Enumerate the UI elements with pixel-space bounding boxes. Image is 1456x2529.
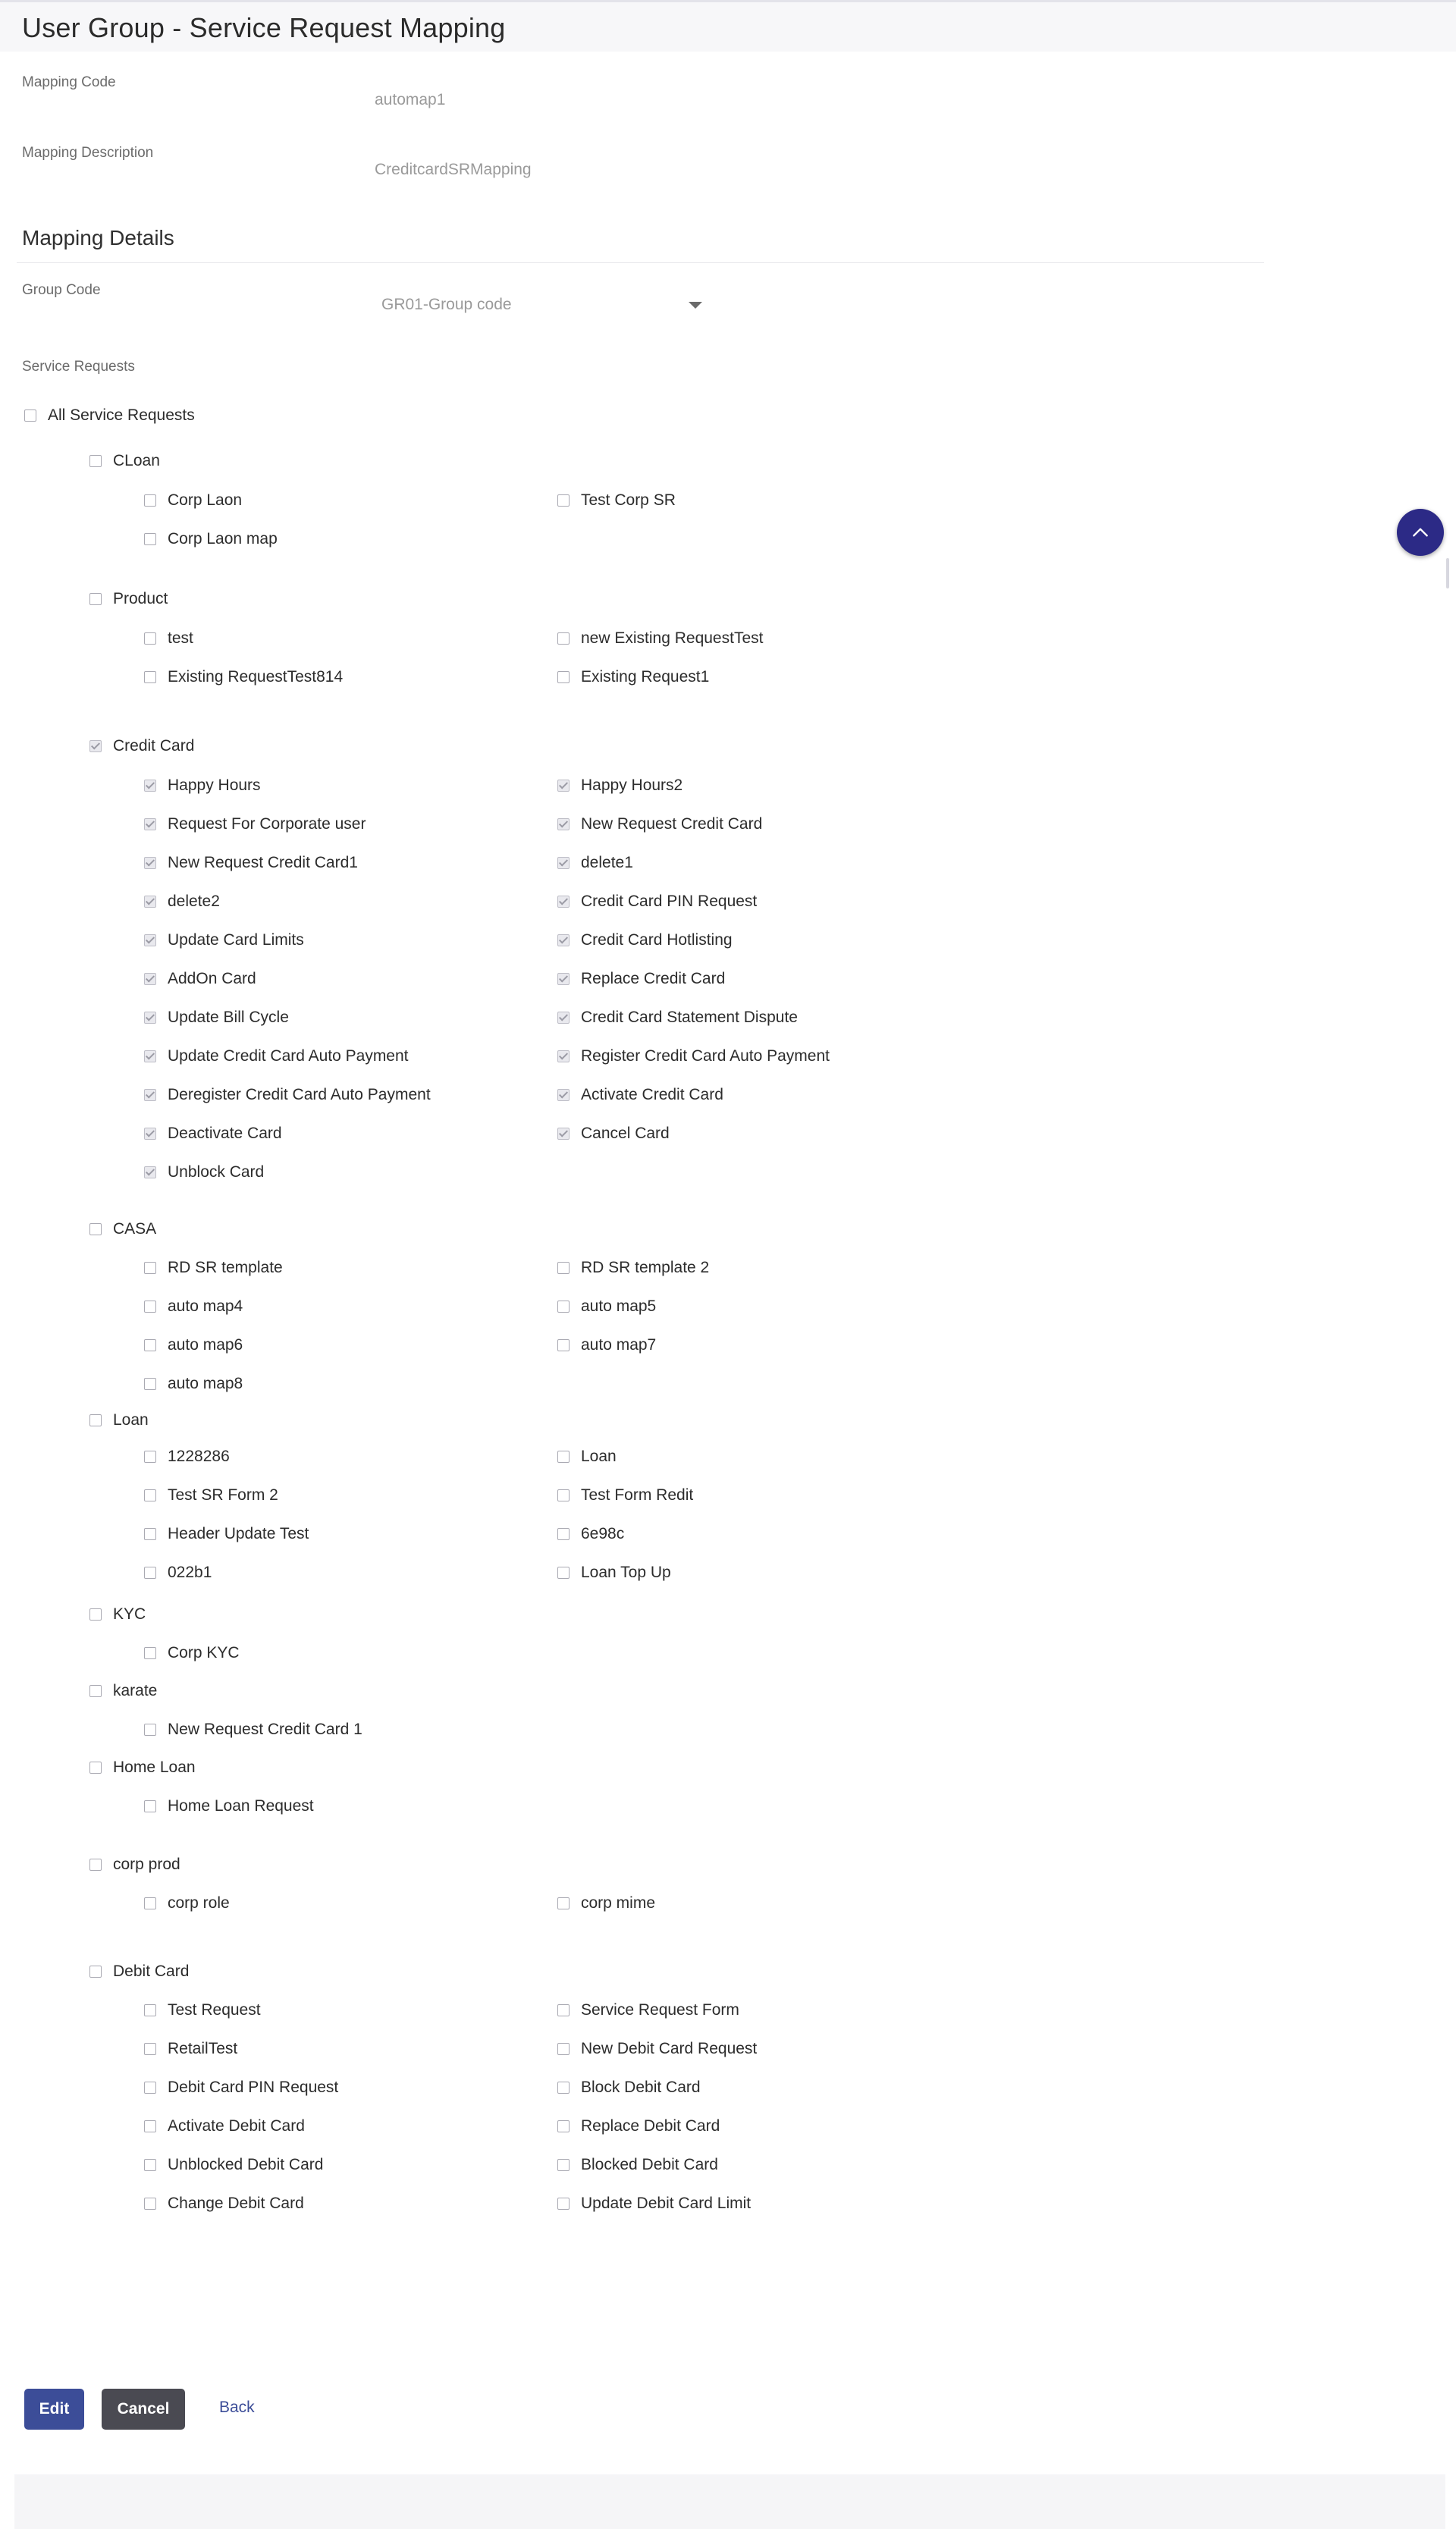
checkbox-unchecked[interactable] — [89, 1685, 102, 1697]
checkbox-unchecked[interactable] — [557, 2120, 570, 2132]
service-request-happy-hours-checkbox[interactable] — [144, 776, 261, 795]
checkbox-checked[interactable] — [557, 1089, 570, 1101]
service-request-auto-map7-checkbox-label: auto map7 — [581, 1336, 657, 1354]
checkbox-checked[interactable] — [144, 780, 156, 792]
checkbox-unchecked[interactable] — [557, 1897, 570, 1909]
service-request-header-update-test-checkbox-label: Header Update Test — [168, 1525, 309, 1542]
service-request-update-card-limits-checkbox[interactable] — [144, 930, 304, 950]
checkbox-checked[interactable] — [557, 973, 570, 985]
service-request-delete1-checkbox-label: delete1 — [581, 854, 633, 871]
service-request-corp-kyc-checkbox[interactable] — [144, 1643, 240, 1663]
service-request-delete2-checkbox-label: delete2 — [168, 893, 220, 910]
service-request-1228286-checkbox[interactable] — [144, 1447, 230, 1467]
service-request-test-form-redit-checkbox-label: Test Form Redit — [581, 1486, 694, 1504]
checkbox-checked[interactable] — [557, 1012, 570, 1024]
checkbox-unchecked[interactable] — [557, 1451, 570, 1463]
service-request-new-request-credit-card-checkbox[interactable] — [557, 814, 762, 834]
service-request-delete2-checkbox[interactable] — [144, 892, 220, 912]
service-request-unblocked-debit-card-checkbox-label: Unblocked Debit Card — [168, 2156, 324, 2173]
category-credit-card-checkbox-label: Credit Card — [113, 737, 195, 755]
service-request-activate-credit-card-checkbox[interactable] — [557, 1085, 723, 1105]
category-casa-checkbox-label: CASA — [113, 1220, 157, 1238]
service-request-new-existing-requesttest-checkbox-label: new Existing RequestTest — [581, 629, 764, 647]
checkbox-unchecked[interactable] — [557, 494, 570, 507]
checkbox-unchecked[interactable] — [144, 1724, 156, 1736]
service-request-change-debit-card-checkbox-label: Change Debit Card — [168, 2195, 304, 2212]
checkbox-unchecked[interactable] — [144, 2082, 156, 2094]
checkbox-unchecked[interactable] — [89, 455, 102, 467]
service-request-blocked-debit-card-checkbox-label: Blocked Debit Card — [581, 2156, 718, 2173]
checkbox-checked[interactable] — [557, 1050, 570, 1062]
footer — [14, 2474, 1445, 2529]
checkbox-unchecked[interactable] — [144, 1647, 156, 1659]
service-request-corp-mime-checkbox-label: corp mime — [581, 1894, 656, 1912]
service-request-credit-card-statement-dispute-checkbox[interactable] — [557, 1008, 798, 1028]
checkbox-unchecked[interactable] — [89, 1859, 102, 1871]
checkbox-unchecked[interactable] — [557, 2004, 570, 2016]
checkbox-unchecked[interactable] — [144, 2043, 156, 2055]
service-request-rd-sr-template-checkbox-label: RD SR template — [168, 1259, 283, 1276]
checkbox-unchecked[interactable] — [89, 1223, 102, 1235]
checkbox-unchecked[interactable] — [89, 1414, 102, 1426]
service-request-deactivate-card-checkbox[interactable] — [144, 1124, 282, 1144]
category-debit-card-checkbox-label: Debit Card — [113, 1963, 190, 1980]
service-request-cancel-card-checkbox[interactable] — [557, 1124, 670, 1144]
service-request-auto-map7-checkbox[interactable] — [557, 1335, 656, 1355]
service-request-existing-requesttest814-checkbox[interactable] — [144, 667, 343, 687]
service-request-rd-sr-template-2-checkbox-label: RD SR template 2 — [581, 1259, 710, 1276]
service-request-update-debit-card-limit-checkbox[interactable] — [557, 2194, 751, 2214]
checkbox-unchecked[interactable] — [144, 1378, 156, 1390]
checkbox-unchecked[interactable] — [144, 494, 156, 507]
service-request-test-form-redit-checkbox[interactable] — [557, 1486, 693, 1505]
checkbox-unchecked[interactable] — [144, 1262, 156, 1274]
service-request-request-for-corporate-user-checkbox[interactable] — [144, 814, 366, 834]
service-request-activate-debit-card-checkbox[interactable] — [144, 2116, 305, 2136]
all-service-requests-checkbox[interactable] — [24, 406, 195, 425]
category-loan-checkbox-label: Loan — [113, 1411, 149, 1429]
service-request-replace-debit-card-checkbox-label: Replace Debit Card — [581, 2117, 720, 2135]
service-request-credit-card-hotlisting-checkbox[interactable] — [557, 930, 733, 950]
checkbox-unchecked[interactable] — [144, 632, 156, 645]
service-request-test-sr-form-2-checkbox[interactable] — [144, 1486, 278, 1505]
service-request-home-loan-request-checkbox[interactable] — [144, 1796, 314, 1816]
checkbox-unchecked[interactable] — [89, 1966, 102, 1978]
checkbox-unchecked[interactable] — [144, 1800, 156, 1812]
service-request-6e98c-checkbox-label: 6e98c — [581, 1525, 625, 1542]
mapping-details-title: Mapping Details — [22, 226, 174, 249]
service-request-1228286-checkbox-label: 1228286 — [168, 1448, 230, 1465]
service-request-debit-card-pin-request-checkbox-label: Debit Card PIN Request — [168, 2079, 339, 2096]
checkbox-checked[interactable] — [144, 934, 156, 946]
service-request-addon-card-checkbox-label: AddOn Card — [168, 970, 256, 987]
group-code-value: GR01-Group code — [381, 296, 512, 313]
service-request-loan-checkbox[interactable] — [557, 1447, 617, 1467]
service-request-auto-map5-checkbox-label: auto map5 — [581, 1297, 657, 1315]
service-request-happy-hours2-checkbox[interactable] — [557, 776, 682, 795]
checkbox-checked[interactable] — [144, 1012, 156, 1024]
checkbox-unchecked[interactable] — [557, 1262, 570, 1274]
service-request-update-credit-card-auto-payment-checkbox[interactable] — [144, 1046, 409, 1066]
service-request-new-request-credit-card1-checkbox-label: New Request Credit Card1 — [168, 854, 358, 871]
service-request-corp-kyc-checkbox-label: Corp KYC — [168, 1644, 240, 1661]
service-request-home-loan-request-checkbox-label: Home Loan Request — [168, 1797, 314, 1815]
service-request-header-update-test-checkbox[interactable] — [144, 1524, 309, 1544]
checkbox-checked[interactable] — [557, 1128, 570, 1140]
checkbox-unchecked[interactable] — [89, 1762, 102, 1774]
checkbox-checked[interactable] — [144, 1089, 156, 1101]
service-request-happy-hours-checkbox-label: Happy Hours — [168, 777, 261, 794]
service-request-new-existing-requesttest-checkbox[interactable] — [557, 629, 763, 648]
service-request-new-debit-card-request-checkbox[interactable] — [557, 2039, 757, 2059]
category-corp-prod-checkbox-label: corp prod — [113, 1856, 180, 1873]
service-request-deregister-credit-card-auto-payment-checkbox-label: Deregister Credit Card Auto Payment — [168, 1086, 431, 1103]
service-request-corp-laon-checkbox-label: Corp Laon — [168, 491, 243, 509]
service-request-loan-checkbox-label: Loan — [581, 1448, 617, 1465]
service-request-replace-debit-card-checkbox[interactable] — [557, 2116, 720, 2136]
checkbox-unchecked[interactable] — [557, 671, 570, 683]
service-request-request-for-corporate-user-checkbox-label: Request For Corporate user — [168, 815, 366, 833]
category-kyc-checkbox[interactable] — [89, 1605, 146, 1624]
checkbox-unchecked[interactable] — [557, 1489, 570, 1501]
service-request-new-request-credit-card1-checkbox[interactable] — [144, 853, 358, 873]
checkbox-checked[interactable] — [557, 934, 570, 946]
service-request-corp-laon-map-checkbox[interactable] — [144, 529, 278, 549]
back-link[interactable]: Back — [219, 2399, 255, 2416]
service-request-loan-top-up-checkbox-label: Loan Top Up — [581, 1564, 671, 1581]
category-cloan-checkbox[interactable] — [89, 451, 160, 471]
service-request-new-request-credit-card-1-checkbox-label: New Request Credit Card 1 — [168, 1721, 362, 1738]
service-request-block-debit-card-checkbox-label: Block Debit Card — [581, 2079, 701, 2096]
service-request-loan-top-up-checkbox[interactable] — [557, 1563, 671, 1583]
service-request-retailtest-checkbox[interactable] — [144, 2039, 237, 2059]
service-request-022b1-checkbox[interactable] — [144, 1563, 212, 1583]
service-request-unblock-card-checkbox-label: Unblock Card — [168, 1163, 265, 1181]
service-request-test-corp-sr-checkbox-label: Test Corp SR — [581, 491, 676, 509]
category-product-checkbox-label: Product — [113, 590, 168, 607]
service-request-auto-map8-checkbox[interactable] — [144, 1374, 243, 1394]
service-request-addon-card-checkbox[interactable] — [144, 969, 256, 989]
service-request-test-checkbox-label: test — [168, 629, 193, 647]
checkbox-unchecked[interactable] — [557, 1528, 570, 1540]
service-request-update-bill-cycle-checkbox[interactable] — [144, 1008, 289, 1028]
checkbox-checked[interactable] — [144, 1128, 156, 1140]
checkbox-checked[interactable] — [144, 1166, 156, 1178]
category-credit-card-checkbox[interactable] — [89, 736, 194, 756]
service-request-new-debit-card-request-checkbox-label: New Debit Card Request — [581, 2040, 758, 2057]
category-home-loan-checkbox-label: Home Loan — [113, 1759, 196, 1776]
service-request-update-card-limits-checkbox-label: Update Card Limits — [168, 931, 304, 949]
category-cloan-checkbox-label: CLoan — [113, 452, 160, 469]
checkbox-unchecked[interactable] — [144, 1528, 156, 1540]
checkbox-unchecked[interactable] — [144, 2198, 156, 2210]
checkbox-unchecked[interactable] — [144, 1301, 156, 1313]
checkbox-checked[interactable] — [144, 857, 156, 869]
checkbox-unchecked[interactable] — [144, 2004, 156, 2016]
service-request-6e98c-checkbox[interactable] — [557, 1524, 624, 1544]
service-request-retailtest-checkbox-label: RetailTest — [168, 2040, 238, 2057]
category-karate-checkbox-label: karate — [113, 1682, 158, 1699]
service-request-test-corp-sr-checkbox[interactable] — [557, 491, 676, 510]
service-request-register-credit-card-auto-payment-checkbox-label: Register Credit Card Auto Payment — [581, 1047, 830, 1065]
service-request-cancel-card-checkbox-label: Cancel Card — [581, 1125, 670, 1142]
service-request-auto-map4-checkbox-label: auto map4 — [168, 1297, 243, 1315]
checkbox-checked[interactable] — [144, 818, 156, 830]
group-code-label: Group Code — [22, 282, 101, 298]
checkbox-unchecked[interactable] — [557, 1339, 570, 1351]
service-request-update-credit-card-auto-payment-checkbox-label: Update Credit Card Auto Payment — [168, 1047, 409, 1065]
service-request-corp-laon-checkbox[interactable] — [144, 491, 242, 510]
checkbox-unchecked[interactable] — [144, 533, 156, 545]
service-request-unblock-card-checkbox[interactable] — [144, 1163, 264, 1182]
service-request-credit-card-statement-dispute-checkbox-label: Credit Card Statement Dispute — [581, 1009, 798, 1026]
service-request-test-checkbox[interactable] — [144, 629, 193, 648]
service-request-corp-role-checkbox[interactable] — [144, 1894, 230, 1913]
checkbox-checked[interactable] — [144, 1050, 156, 1062]
service-request-test-request-checkbox[interactable] — [144, 2000, 261, 2020]
service-request-auto-map5-checkbox[interactable] — [557, 1297, 656, 1316]
service-request-auto-map4-checkbox[interactable] — [144, 1297, 243, 1316]
service-request-block-debit-card-checkbox[interactable] — [557, 2078, 701, 2098]
service-request-debit-card-pin-request-checkbox[interactable] — [144, 2078, 338, 2098]
checkbox-unchecked[interactable] — [89, 593, 102, 605]
checkbox-unchecked[interactable] — [144, 1339, 156, 1351]
all-service-requests-label: All Service Requests — [48, 406, 195, 424]
checkbox-unchecked[interactable] — [144, 1567, 156, 1579]
checkbox-unchecked[interactable] — [89, 1608, 102, 1621]
category-debit-card-checkbox[interactable] — [89, 1962, 189, 1981]
checkbox-unchecked[interactable] — [144, 2159, 156, 2171]
group-code-select[interactable] — [375, 288, 708, 322]
scroll-to-top-button[interactable] — [1397, 509, 1444, 556]
service-request-activate-credit-card-checkbox-label: Activate Credit Card — [581, 1086, 723, 1103]
service-request-unblocked-debit-card-checkbox[interactable] — [144, 2155, 323, 2175]
service-request-credit-card-pin-request-checkbox-label: Credit Card PIN Request — [581, 893, 758, 910]
mapping-description-value: CreditcardSRMapping — [375, 161, 532, 178]
service-request-replace-credit-card-checkbox-label: Replace Credit Card — [581, 970, 726, 987]
checkbox-checked[interactable] — [557, 896, 570, 908]
service-request-credit-card-hotlisting-checkbox-label: Credit Card Hotlisting — [581, 931, 733, 949]
checkbox-box[interactable] — [24, 409, 36, 422]
checkbox-checked[interactable] — [557, 857, 570, 869]
service-request-022b1-checkbox-label: 022b1 — [168, 1564, 212, 1581]
category-home-loan-checkbox[interactable] — [89, 1758, 196, 1778]
checkbox-unchecked[interactable] — [557, 2043, 570, 2055]
service-request-test-sr-form-2-checkbox-label: Test SR Form 2 — [168, 1486, 278, 1504]
category-loan-checkbox[interactable] — [89, 1410, 149, 1430]
checkbox-checked[interactable] — [557, 780, 570, 792]
service-requests-label: Service Requests — [22, 359, 135, 375]
service-request-change-debit-card-checkbox[interactable] — [144, 2194, 304, 2214]
service-request-new-request-credit-card-1-checkbox[interactable] — [144, 1720, 362, 1740]
checkbox-unchecked[interactable] — [557, 2082, 570, 2094]
category-casa-checkbox[interactable] — [89, 1219, 156, 1239]
checkbox-checked[interactable] — [557, 818, 570, 830]
service-request-service-request-form-checkbox[interactable] — [557, 2000, 739, 2020]
category-karate-checkbox[interactable] — [89, 1681, 157, 1701]
checkbox-unchecked[interactable] — [557, 1567, 570, 1579]
service-request-auto-map6-checkbox-label: auto map6 — [168, 1336, 243, 1354]
service-request-replace-credit-card-checkbox[interactable] — [557, 969, 725, 989]
category-kyc-checkbox-label: KYC — [113, 1605, 146, 1623]
checkbox-unchecked[interactable] — [144, 2120, 156, 2132]
service-request-corp-laon-map-checkbox-label: Corp Laon map — [168, 530, 278, 548]
service-request-update-bill-cycle-checkbox-label: Update Bill Cycle — [168, 1009, 289, 1026]
service-request-credit-card-pin-request-checkbox[interactable] — [557, 892, 757, 912]
mapping-code-value: automap1 — [375, 91, 446, 108]
service-request-corp-mime-checkbox[interactable] — [557, 1894, 655, 1913]
page-header — [0, 0, 1456, 52]
page-title: User Group - Service Request Mapping — [22, 12, 506, 43]
service-request-update-debit-card-limit-checkbox-label: Update Debit Card Limit — [581, 2195, 752, 2212]
chevron-down-icon — [689, 302, 702, 309]
service-request-blocked-debit-card-checkbox[interactable] — [557, 2155, 718, 2175]
checkbox-unchecked[interactable] — [557, 1301, 570, 1313]
checkbox-checked[interactable] — [89, 740, 102, 752]
checkbox-unchecked[interactable] — [557, 632, 570, 645]
mapping-code-label: Mapping Code — [22, 74, 116, 90]
service-request-existing-requesttest814-checkbox-label: Existing RequestTest814 — [168, 668, 344, 686]
checkbox-checked[interactable] — [144, 896, 156, 908]
service-request-auto-map8-checkbox-label: auto map8 — [168, 1375, 243, 1392]
checkbox-checked[interactable] — [144, 973, 156, 985]
service-request-auto-map6-checkbox[interactable] — [144, 1335, 243, 1355]
service-request-delete1-checkbox[interactable] — [557, 853, 633, 873]
service-request-test-request-checkbox-label: Test Request — [168, 2001, 261, 2019]
service-request-happy-hours2-checkbox-label: Happy Hours2 — [581, 777, 683, 794]
edit-button[interactable]: Edit — [24, 2389, 84, 2430]
service-request-service-request-form-checkbox-label: Service Request Form — [581, 2001, 739, 2019]
service-request-activate-debit-card-checkbox-label: Activate Debit Card — [168, 2117, 305, 2135]
service-request-deregister-credit-card-auto-payment-checkbox[interactable] — [144, 1085, 431, 1105]
service-request-new-request-credit-card-checkbox-label: New Request Credit Card — [581, 815, 763, 833]
service-request-rd-sr-template-2-checkbox[interactable] — [557, 1258, 709, 1278]
category-corp-prod-checkbox[interactable] — [89, 1855, 180, 1875]
service-request-existing-request1-checkbox-label: Existing Request1 — [581, 668, 710, 686]
mapping-description-label: Mapping Description — [22, 145, 154, 161]
service-request-register-credit-card-auto-payment-checkbox[interactable] — [557, 1046, 830, 1066]
service-request-corp-role-checkbox-label: corp role — [168, 1894, 230, 1912]
checkbox-unchecked[interactable] — [144, 1489, 156, 1501]
cancel-button[interactable]: Cancel — [102, 2389, 185, 2430]
checkbox-unchecked[interactable] — [144, 1451, 156, 1463]
service-request-rd-sr-template-checkbox[interactable] — [144, 1258, 283, 1278]
section-divider — [17, 262, 1264, 263]
service-request-deactivate-card-checkbox-label: Deactivate Card — [168, 1125, 282, 1142]
chevron-up-icon — [1410, 522, 1430, 542]
checkbox-unchecked[interactable] — [557, 2159, 570, 2171]
category-product-checkbox[interactable] — [89, 589, 168, 609]
checkbox-unchecked[interactable] — [144, 671, 156, 683]
checkbox-unchecked[interactable] — [557, 2198, 570, 2210]
checkbox-unchecked[interactable] — [144, 1897, 156, 1909]
service-request-existing-request1-checkbox[interactable] — [557, 667, 709, 687]
scrollbar-thumb[interactable] — [1446, 558, 1449, 588]
